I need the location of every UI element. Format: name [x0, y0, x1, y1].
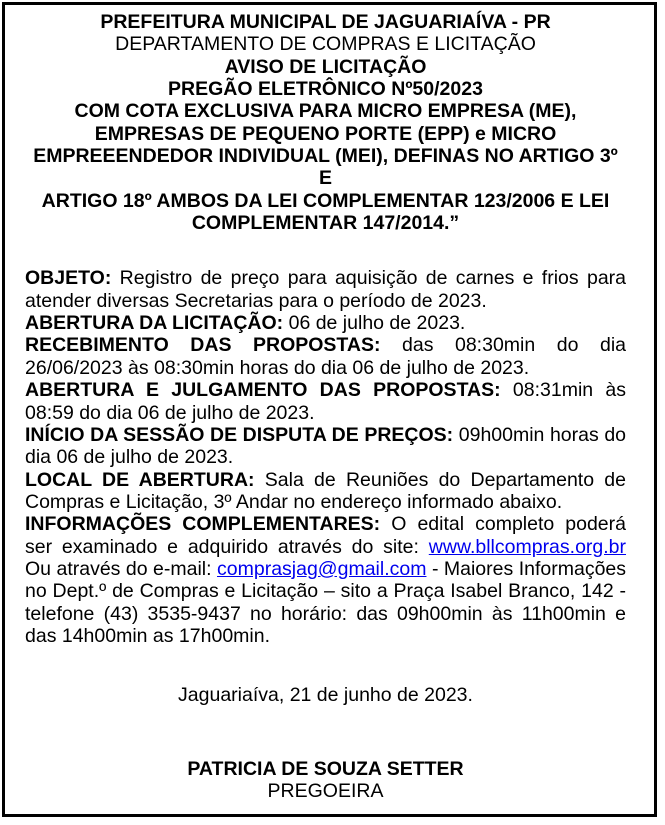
paragraph-text: O edital completo poderá ser examinado e adquirido através do site:: [25, 513, 626, 558]
paragraph-abertura-julgamento: [25, 379, 626, 424]
doc-body: [25, 267, 626, 647]
signature-name: PATRICIA DE SOUZA SETTER: [187, 757, 464, 780]
exclusive-quota-line: COM COTA EXCLUSIVA PARA MICRO EMPRESA (ME),: [74, 100, 577, 123]
exclusive-quota-line: COMPLEMENTAR 147/2014.”: [191, 212, 460, 235]
paragraph-text: das 08:30min do dia 26/06/2023 às 08:30min horas do dia 06 de julho de 2023.: [25, 334, 626, 379]
paragraph-inicio-sessao: [25, 424, 626, 469]
paragraph-recebimento-propostas: [25, 334, 626, 379]
paragraph-label: INFORMAÇÕES COMPLEMENTARES:: [25, 513, 381, 536]
doc-header: [25, 11, 626, 234]
paragraph-label: ABERTURA E JULGAMENTO DAS PROPOSTAS:: [25, 379, 501, 402]
municipality-title: PREFEITURA MUNICIPAL DE JAGUARIAÍVA - PR: [100, 11, 551, 33]
page-border-frame: [2, 2, 657, 817]
paragraph-text: 09h00min horas do dia 06 de julho de 2023.: [25, 423, 627, 469]
exclusive-quota-line: EMPRESAS DE PEQUENO PORTE (EPP) e MICRO: [94, 122, 557, 145]
paragraph-abertura-licitacao: [25, 312, 626, 334]
department-subtitle: DEPARTAMENTO DE COMPRAS E LICITAÇÃO: [115, 33, 536, 56]
paragraph-label: OBJETO:: [25, 267, 112, 290]
email-link[interactable]: comprasjag@gmail.com: [217, 557, 427, 580]
paragraph-text: Registro de preço para aquisição de carnes e frios para atender diversas Secretarias para o período de 2023.: [25, 267, 626, 312]
signature-role: PREGOEIRA: [267, 779, 384, 802]
paragraph-label: ABERTURA DA LICITAÇÃO:: [25, 312, 284, 335]
paragraph-label: INÍCIO DA SESSÃO DE DISPUTA DE PREÇOS:: [25, 423, 454, 446]
paragraph-objeto: [25, 267, 626, 312]
signature-block: [25, 758, 626, 803]
paragraph-text: Sala de Reuniões do Departamento de Compras e Licitação, 3º Andar no endereço informado abaixo.: [25, 468, 626, 513]
paragraph-label: RECEBIMENTO DAS PROPOSTAS:: [25, 334, 381, 357]
paragraph-local-abertura: [25, 469, 626, 514]
exclusive-quota-line: EMPREEENDEDOR INDIVIDUAL (MEI), DEFINAS NO ARTIGO 3º E: [33, 145, 618, 190]
paragraph-label: LOCAL DE ABERTURA:: [25, 468, 255, 491]
auction-number-title: PREGÃO ELETRÔNICO Nº50/2023: [168, 78, 483, 101]
bll-compras-site-link[interactable]: www.bllcompras.org.br: [428, 535, 627, 558]
paragraph-text: 08:31min às 08:59 do dia 06 de julho de 2023.: [25, 379, 626, 424]
dateline: Jaguariaíva, 21 de junho de 2023.: [178, 684, 473, 707]
exclusive-quota-line: ARTIGO 18º AMBOS DA LEI COMPLEMENTAR 123/2006 E LEI: [41, 189, 610, 212]
paragraph-text: 06 de julho de 2023.: [288, 312, 466, 335]
paragraph-text: Ou através do e-mail:: [25, 557, 212, 580]
notice-type-title: AVISO DE LICITAÇÃO: [224, 55, 427, 78]
paragraph-informacoes-complementares: [25, 513, 626, 647]
paragraph-text: - Maiores Informações no Dept.º de Compras e Licitação – sito a Praça Isabel Branco, 142 - telefone (43) 3535-9437 no horário: das 09h00min às 11h00min e das 14h00min as 17h00min.: [25, 557, 627, 647]
